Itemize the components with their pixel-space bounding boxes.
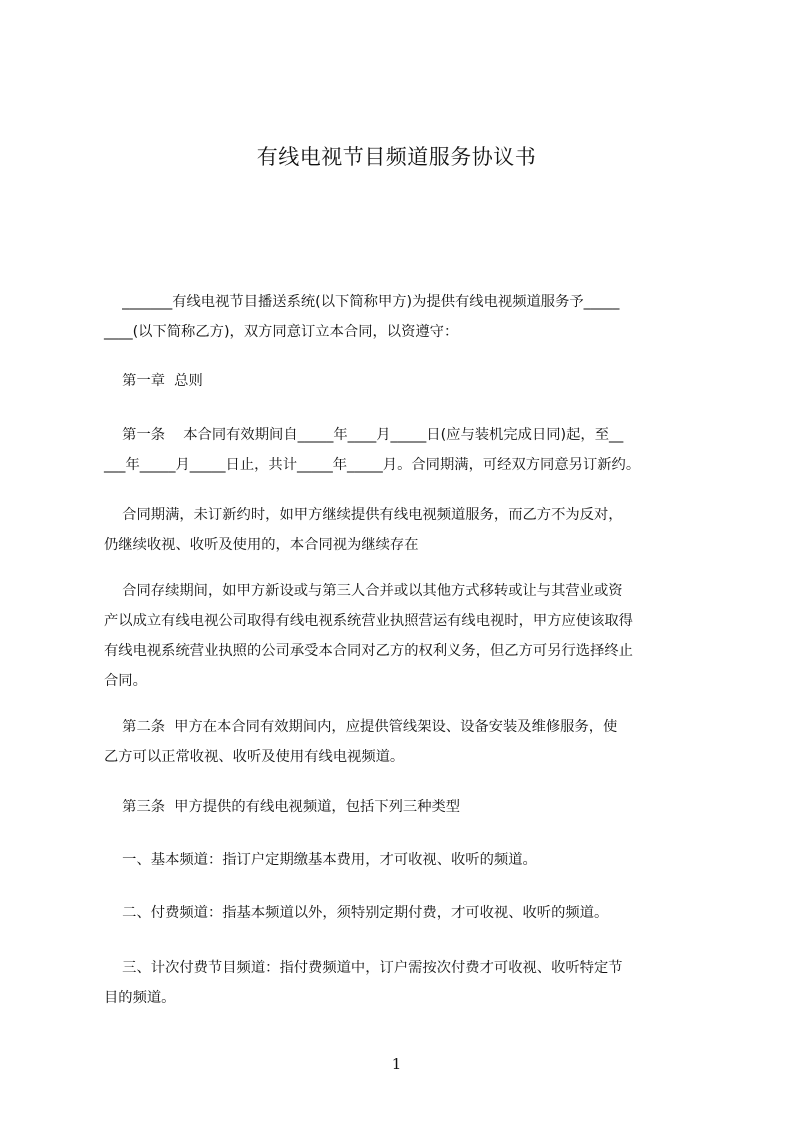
text-line: 三、计次付费节目频道：指付费频道中，订户需按次付费才可收视、收听特定节	[104, 960, 623, 976]
text-line: 第一章 总则	[104, 373, 203, 389]
text-line: 有线电视系统营业执照的公司承受本合同对乙方的权利义务，但乙方可另行选择终止	[104, 643, 633, 659]
text-line: 合同存续期间，如甲方新设或与第三人合并或以其他方式移转或让与其营业或资	[104, 583, 623, 599]
text-line: 第三条 甲方提供的有线电视频道，包括下列三种类型	[104, 799, 461, 815]
text-line: 产以成立有线电视公司取得有线电视系统营业执照营运有线电视时，甲方应使该取得	[104, 613, 633, 629]
paragraph-article-1-expiry	[104, 500, 700, 560]
text-line: 一、基本频道：指订户定期缴基本费用，才可收视、收听的频道。	[104, 852, 537, 868]
text-line: 合同。	[104, 673, 147, 689]
text-line: _______有线电视节目播送系统(以下简称甲方)为提供有线电视频道服务予_____	[104, 294, 620, 310]
document-title: 有线电视节目频道服务协议书	[256, 145, 537, 169]
paragraph-article-3-item-2	[104, 898, 700, 928]
page-number: 1	[391, 1055, 402, 1073]
text-line: 目的频道。	[104, 990, 176, 1006]
paragraph-article-3	[104, 792, 700, 822]
paragraph-article-1-transfer	[104, 576, 700, 696]
text-line: 仍继续收视、收听及使用的，本合同视为继续存在	[104, 537, 419, 553]
text-line: 第二条 甲方在本合同有效期间内，应提供管线架设、设备安装及维修服务，使	[104, 719, 618, 735]
paragraph-article-2	[104, 712, 700, 772]
text-line: 第一条 本合同有效期间自_____年____月_____日(应与装机完成日同)起，至__	[104, 427, 624, 443]
paragraph-article-1	[104, 420, 700, 480]
text-line: ____(以下简称乙方)，双方同意订立本合同，以资遵守：	[104, 324, 459, 340]
text-line: 合同期满，未订新约时，如甲方继续提供有线电视频道服务，而乙方不为反对，	[104, 507, 623, 523]
text-line: ___年_____月_____日止，共计_____年_____月。合同期满，可经双方同意另订新约。	[104, 457, 641, 473]
chapter-heading	[104, 366, 700, 396]
paragraph-article-3-item-3	[104, 953, 700, 1013]
paragraph-preamble	[104, 287, 700, 347]
paragraph-article-3-item-1	[104, 845, 700, 875]
text-line: 二、付费频道：指基本频道以外，须特别定期付费，才可收视、收听的频道。	[104, 905, 609, 921]
text-line: 乙方可以正常收视、收听及使用有线电视频道。	[104, 749, 405, 765]
